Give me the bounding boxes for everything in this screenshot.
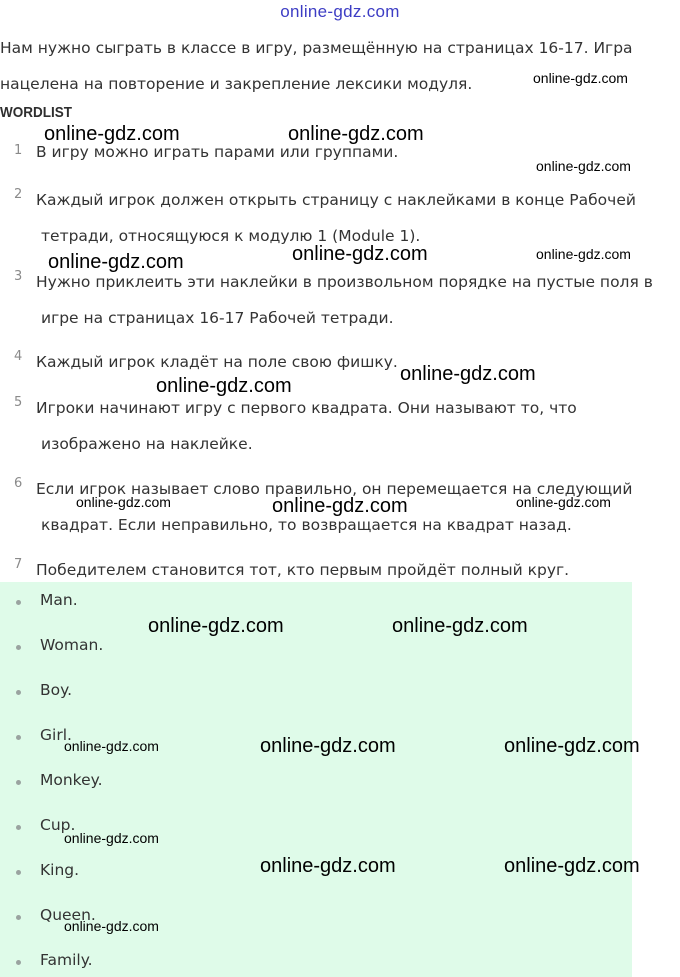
word-text: Queen. bbox=[40, 906, 96, 924]
rule-line: игре на страницах 16-17 Рабочей тетради. bbox=[41, 309, 394, 327]
intro-paragraph bbox=[0, 30, 676, 102]
bullet-icon bbox=[16, 825, 21, 830]
rule-line: квадрат. Если неправильно, то возвращается на квадрат назад. bbox=[41, 516, 572, 534]
word-text: Boy. bbox=[40, 681, 73, 699]
rule-item bbox=[0, 471, 680, 552]
intro-line-2: нацелена на повторение и закрепление лексики модуля. bbox=[0, 75, 473, 93]
rule-item bbox=[0, 390, 680, 471]
rule-text bbox=[36, 264, 676, 336]
bullet-icon bbox=[16, 690, 21, 695]
rule-number: 6 bbox=[14, 476, 23, 491]
watermark: online-gdz.com bbox=[533, 70, 628, 86]
rule-item bbox=[0, 264, 680, 344]
rule-line: Если игрок называет слово правильно, он перемещается на следующий bbox=[36, 480, 633, 498]
watermark: online-gdz.com bbox=[292, 243, 428, 265]
rule-line: Игроки начинают игру с первого квадрата. Они называют то, что bbox=[36, 399, 577, 417]
rule-number: 3 bbox=[14, 269, 23, 284]
rule-number: 7 bbox=[14, 557, 23, 572]
watermark: online-gdz.com bbox=[148, 615, 284, 637]
header-watermark: online-gdz.com bbox=[280, 2, 400, 21]
watermark: online-gdz.com bbox=[536, 158, 631, 174]
rule-line: тетради, относящуюся к модулю 1 (Module 1). bbox=[41, 227, 421, 245]
watermark: online-gdz.com bbox=[288, 123, 424, 145]
game-rules-list bbox=[0, 138, 680, 592]
rule-text bbox=[36, 182, 676, 254]
rule-number: 5 bbox=[14, 395, 23, 410]
intro-line-1: Нам нужно сыграть в классе в игру, размещённую на страницах 16-17. Игра bbox=[0, 39, 633, 57]
rule-text: В игру можно играть парами или группами. bbox=[36, 143, 399, 161]
section-title: WORDLIST bbox=[0, 104, 72, 121]
word-text: Man. bbox=[40, 591, 78, 609]
rule-number: 2 bbox=[14, 187, 23, 202]
watermark: online-gdz.com bbox=[64, 918, 159, 934]
watermark: online-gdz.com bbox=[400, 363, 536, 385]
bullet-icon bbox=[16, 960, 21, 965]
watermark: online-gdz.com bbox=[504, 735, 640, 757]
watermark: online-gdz.com bbox=[48, 251, 184, 273]
wordlist-panel bbox=[0, 582, 632, 977]
rule-item bbox=[0, 138, 680, 182]
rule-item bbox=[0, 182, 680, 264]
rule-text: Победителем становится тот, кто первым пройдёт полный круг. bbox=[36, 561, 570, 579]
word-text: Girl. bbox=[40, 726, 72, 744]
watermark: online-gdz.com bbox=[260, 855, 396, 877]
rule-line: Каждый игрок должен открыть страницу с наклейками в конце Рабочей bbox=[36, 191, 636, 209]
rule-line: изображено на наклейке. bbox=[41, 435, 253, 453]
bullet-icon bbox=[16, 735, 21, 740]
bullet-icon bbox=[16, 600, 21, 605]
rule-text bbox=[36, 471, 676, 543]
watermark: online-gdz.com bbox=[44, 123, 180, 145]
rule-text: Каждый игрок кладёт на поле свою фишку. bbox=[36, 353, 398, 371]
rule-line: Нужно приклеить эти наклейки в произвольном порядке на пустые поля в bbox=[36, 273, 653, 291]
watermark: online-gdz.com bbox=[504, 855, 640, 877]
rule-number: 1 bbox=[14, 143, 23, 158]
word-text: Family. bbox=[40, 951, 93, 969]
bullet-icon bbox=[16, 645, 21, 650]
watermark: online-gdz.com bbox=[156, 375, 292, 397]
watermark: online-gdz.com bbox=[64, 738, 159, 754]
watermark: online-gdz.com bbox=[260, 735, 396, 757]
rule-number: 4 bbox=[14, 349, 23, 364]
rule-item bbox=[0, 344, 680, 390]
bullet-icon bbox=[16, 870, 21, 875]
watermark: online-gdz.com bbox=[272, 495, 408, 517]
word-text: King. bbox=[40, 861, 80, 879]
watermark: online-gdz.com bbox=[516, 494, 611, 510]
watermark: online-gdz.com bbox=[64, 830, 159, 846]
word-text: Cup. bbox=[40, 816, 76, 834]
word-text: Monkey. bbox=[40, 771, 103, 789]
word-text: Woman. bbox=[40, 636, 104, 654]
watermark: online-gdz.com bbox=[536, 246, 631, 262]
rule-text bbox=[36, 390, 676, 462]
watermark: online-gdz.com bbox=[76, 494, 171, 510]
bullet-icon bbox=[16, 780, 21, 785]
bullet-icon bbox=[16, 915, 21, 920]
watermark: online-gdz.com bbox=[392, 615, 528, 637]
